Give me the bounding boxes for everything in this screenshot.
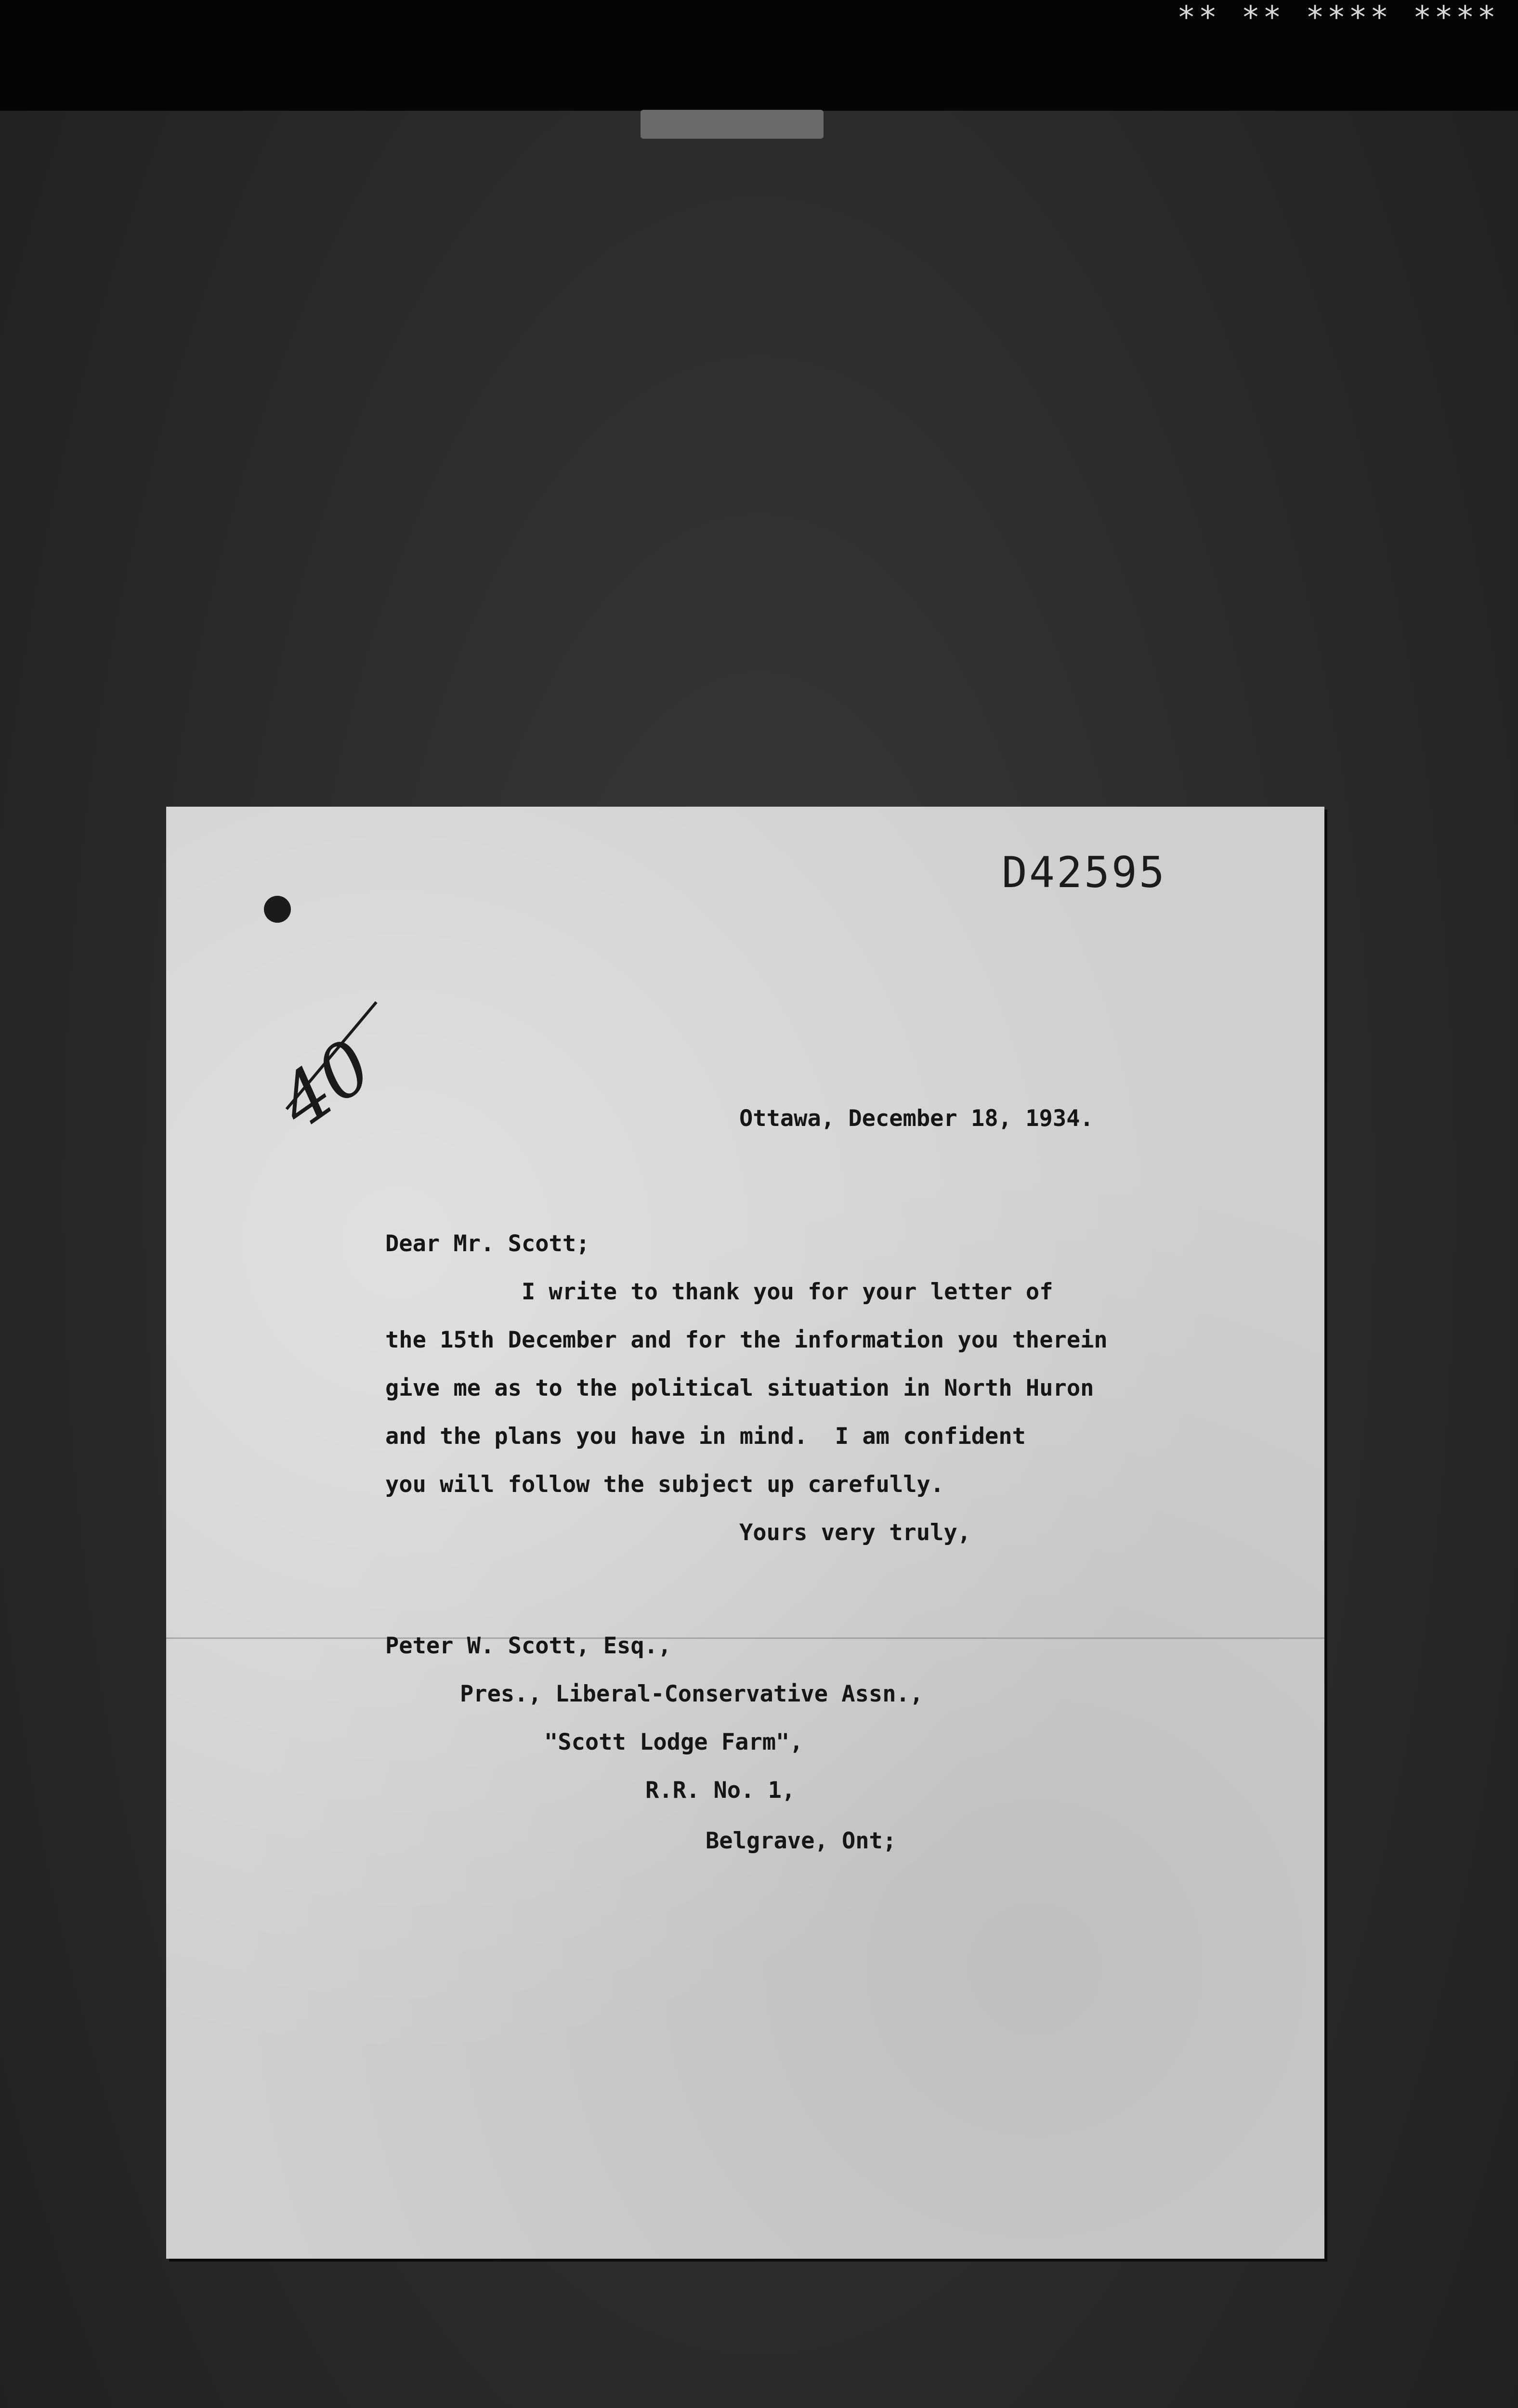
address-line: "Scott Lodge Farm", [544, 1729, 803, 1755]
document-number-stamp: D42595 [1002, 848, 1166, 897]
letter-salutation: Dear Mr. Scott; [385, 1230, 590, 1257]
letter-closing: Yours very truly, [739, 1519, 971, 1546]
clip-tab [641, 110, 824, 139]
address-line: Pres., Liberal-Conservative Assn., [460, 1681, 924, 1707]
letter-body-line: you will follow the subject up carefully. [385, 1471, 944, 1498]
film-frame-code: ** ** **** **** [1177, 0, 1499, 36]
letter-body-line: and the plans you have in mind. I am confident [385, 1423, 1026, 1450]
letter-body-line: the 15th December and for the information you therein [385, 1327, 1108, 1353]
film-top-strip [0, 0, 1518, 111]
letter-body-line: I write to thank you for your letter of [385, 1279, 1053, 1305]
handwritten-note: 40 [263, 1023, 387, 1146]
letter-sheet [166, 807, 1324, 2259]
address-line: Peter W. Scott, Esq., [385, 1633, 672, 1659]
address-line: R.R. No. 1, [645, 1777, 796, 1804]
letter-date: Ottawa, December 18, 1934. [739, 1105, 1094, 1132]
letter-body-line: give me as to the political situation in North Huron [385, 1375, 1094, 1401]
sheet-fold-line [166, 1637, 1324, 1639]
address-line: Belgrave, Ont; [706, 1828, 897, 1854]
punch-hole [264, 896, 291, 923]
